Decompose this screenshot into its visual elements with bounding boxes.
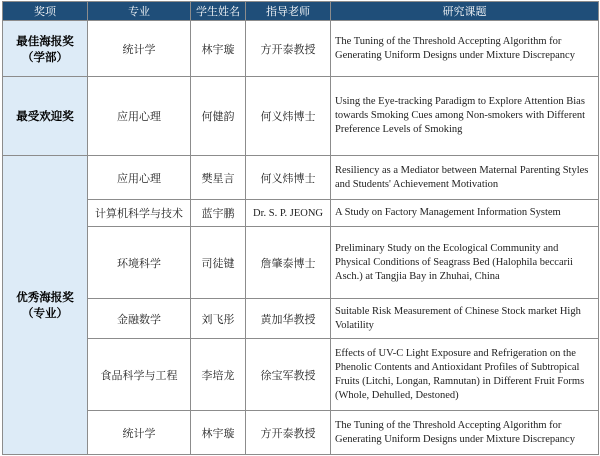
student-cell: 林宇璇 xyxy=(191,411,246,455)
advisor-cell: 何义炜博士 xyxy=(246,77,331,156)
advisor-cell: 詹肇泰博士 xyxy=(246,227,331,299)
table-row xyxy=(3,411,599,455)
topic-cell: Using the Eye-tracking Paradigm to Explore Attention Bias towards Smoking Cues among Non-smokers with Different Preference Levels of Smoking xyxy=(331,77,599,156)
table-row xyxy=(3,339,599,411)
topic-cell: Suitable Risk Measurement of Chinese Stock market High Volatility xyxy=(331,299,599,339)
student-cell: 司徒键 xyxy=(191,227,246,299)
student-cell: 樊星言 xyxy=(191,156,246,200)
topic-cell: Resiliency as a Mediator between Maternal Parenting Styles and Students' Achievement Motivation xyxy=(331,156,599,200)
table-row xyxy=(3,156,599,200)
student-cell: 刘飞彤 xyxy=(191,299,246,339)
major-cell: 统计学 xyxy=(88,411,191,455)
major-cell: 计算机科学与技术 xyxy=(88,200,191,227)
award-best-poster xyxy=(3,21,88,77)
topic-cell: The Tuning of the Threshold Accepting Algorithm for Generating Uniform Designs under Mixture Discrepancy xyxy=(331,21,599,77)
topic-cell: A Study on Factory Management Information System xyxy=(331,200,599,227)
header-student: 学生姓名 xyxy=(191,2,246,21)
major-cell: 应用心理 xyxy=(88,156,191,200)
student-cell: 何健韵 xyxy=(191,77,246,156)
major-cell: 应用心理 xyxy=(88,77,191,156)
major-cell: 环境科学 xyxy=(88,227,191,299)
award-most-popular xyxy=(3,77,88,156)
advisor-cell: 黄加华教授 xyxy=(246,299,331,339)
table-row xyxy=(3,299,599,339)
awards-table xyxy=(2,1,599,455)
header-award: 奖项 xyxy=(3,2,88,21)
student-cell: 蓝宇鹏 xyxy=(191,200,246,227)
table-row xyxy=(3,227,599,299)
advisor-cell: 方开泰教授 xyxy=(246,21,331,77)
award-label: 优秀海报奖 （专业） xyxy=(16,290,74,320)
advisor-cell: Dr. S. P. JEONG xyxy=(246,200,331,227)
header-major: 专业 xyxy=(88,2,191,21)
advisor-cell: 徐宝军教授 xyxy=(246,339,331,411)
topic-cell: The Tuning of the Threshold Accepting Algorithm for Generating Uniform Designs under Mixture Discrepancy xyxy=(331,411,599,455)
award-label: 最佳海报奖 （学部） xyxy=(16,33,74,64)
award-label: 最受欢迎奖 xyxy=(16,109,74,123)
major-cell: 统计学 xyxy=(88,21,191,77)
table-row xyxy=(3,77,599,156)
topic-cell: Preliminary Study on the Ecological Community and Physical Conditions of Seagrass Bed (Halophila beccarii Asch.) at Tangjia Bay in Zhuhai, China xyxy=(331,227,599,299)
major-cell: 金融数学 xyxy=(88,299,191,339)
advisor-cell: 方开泰教授 xyxy=(246,411,331,455)
major-cell: 食品科学与工程 xyxy=(88,339,191,411)
topic-cell: Effects of UV-C Light Exposure and Refrigeration on the Phenolic Contents and Antioxidant Profiles of Subtropical Fruits (Litchi, Longan, Ramnutan) in Different Fruit Forms (Whole, Dehulled, Destoned) xyxy=(331,339,599,411)
advisor-cell: 何义炜博士 xyxy=(246,156,331,200)
student-cell: 林宇璇 xyxy=(191,21,246,77)
table-row xyxy=(3,21,599,77)
student-cell: 李培龙 xyxy=(191,339,246,411)
award-outstanding xyxy=(3,156,88,455)
header-row xyxy=(3,2,599,21)
header-topic: 研究课题 xyxy=(331,2,599,21)
table-row xyxy=(3,200,599,227)
header-advisor: 指导老师 xyxy=(246,2,331,21)
